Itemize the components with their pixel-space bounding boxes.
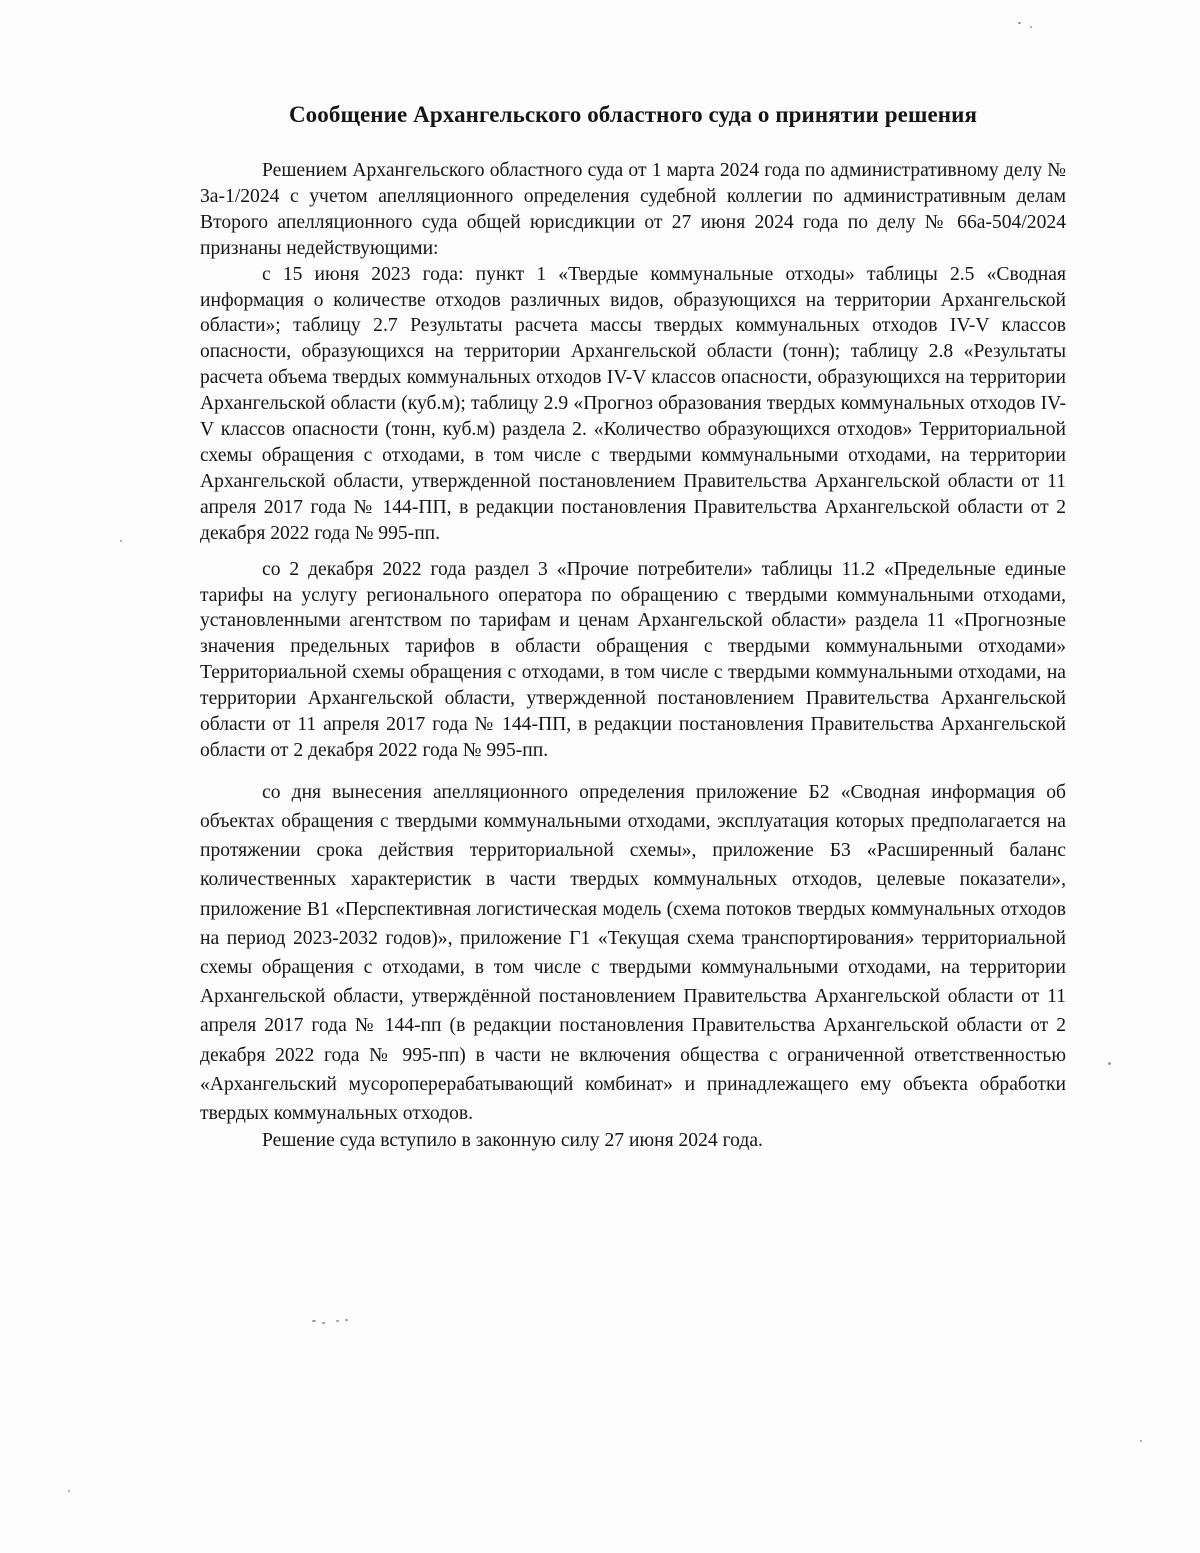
scan-speck: [312, 1320, 316, 1322]
paragraph-invalid-from-2023: с 15 июня 2023 года: пункт 1 «Твердые коммунальные отходы» таблицы 2.5 «Сводная информация о количестве отходов различных видов, образующихся на территории Архангельской области»; таблицу 2.7 Результаты расчета массы твердых коммунальных отходов IV-V классов опасности, образующихся на территории Архангельской области (тонн); таблицу 2.8 «Результаты расчета объема твердых коммунальных отходов IV-V классов опасности, образующихся на территории Архангельской области (куб.м); таблицу 2.9 «Прогноз образования твердых коммунальных отходов IV-V классов опасности (тонн, куб.м) раздела 2. «Количество образующихся отходов» Территориальной схемы обращения с отходами, в том числе с твердыми коммунальными отходами, на территории Архангельской области, утвержденной постановлением Правительства Архангельской области от 11 апреля 2017 года № 144-ПП, в редакции постановления Правительства Архангельской области от 2 декабря 2022 года № 995-пп.: [200, 263, 1066, 544]
scan-speck: [1030, 26, 1032, 28]
paragraph-invalid-from-2022: со 2 декабря 2022 года раздел 3 «Прочие потребители» таблицы 11.2 «Предельные единые тарифы на услугу регионального оператора по обращению с твердыми коммунальными отходами, установленными агентством по тарифам и ценам Архангельской области» раздела 11 «Прогнозные значения предельных тарифов в области обращения с твердыми коммунальными отходами» Территориальной схемы обращения с отходами, в том числе с твердыми коммунальными отходами, на территории Архангельской области, утвержденной постановлением Правительства Архангельской области от 11 апреля 2017 года № 144-ПП, в редакции постановления Правительства Архангельской области от 2 декабря 2022 года № 995-пп.: [200, 558, 1066, 761]
scan-speck: [336, 1320, 339, 1322]
scan-speck: [1140, 1440, 1142, 1442]
document-title: Сообщение Архангельского областного суда о принятии решения: [288, 102, 978, 127]
scan-speck: [322, 1322, 325, 1324]
paragraph-entry-into-force: Решение суда вступило в законную силу 27 июня 2024 года.: [262, 1130, 763, 1152]
scan-speck: [120, 540, 122, 542]
scan-speck: [1108, 1062, 1111, 1065]
paragraph-invalid-appendices: со дня вынесения апелляционного определения приложение Б2 «Сводная информация об объектах обращения с твердыми коммунальными отходами, эксплуатация которых предполагается на протяжении срока действия территориальной схемы», приложение Б3 «Расширенный баланс количественных характеристик в части твердых коммунальных отходов, целевые показатели», приложение В1 «Перспективная логистическая модель (схема потоков твердых коммунальных отходов на период 2023-2032 годов)», приложение Г1 «Текущая схема транспортирования» территориальной схемы обращения с отходами, в том числе с твердыми коммунальными отходами, на территории Архангельской области, утверждённой постановлением Правительства Архангельской области от 11 апреля 2017 года № 144-пп (в редакции постановления Правительства Архангельской области от 2 декабря 2022 года № 995-пп) в части не включения общества с ограниченной ответственностью «Архангельский мусороперерабатывающий комбинат» и принадлежащего ему объекта обработки твердых коммунальных отходов.: [200, 781, 1066, 1125]
document-body: [200, 158, 1066, 1154]
scan-speck: [68, 1490, 70, 1492]
paragraph-decision-intro: Решением Архангельского областного суда от 1 марта 2024 года по административному делу № 3а-1/2024 с учетом апелляционного определения судебной коллегии по административным делам Второго апелляционного суда общей юрисдикции от 27 июня 2024 года по делу № 66а-504/2024 признаны недействующими:: [200, 160, 1066, 259]
scan-speck: [1018, 22, 1021, 24]
scan-speck: [345, 1319, 348, 1321]
